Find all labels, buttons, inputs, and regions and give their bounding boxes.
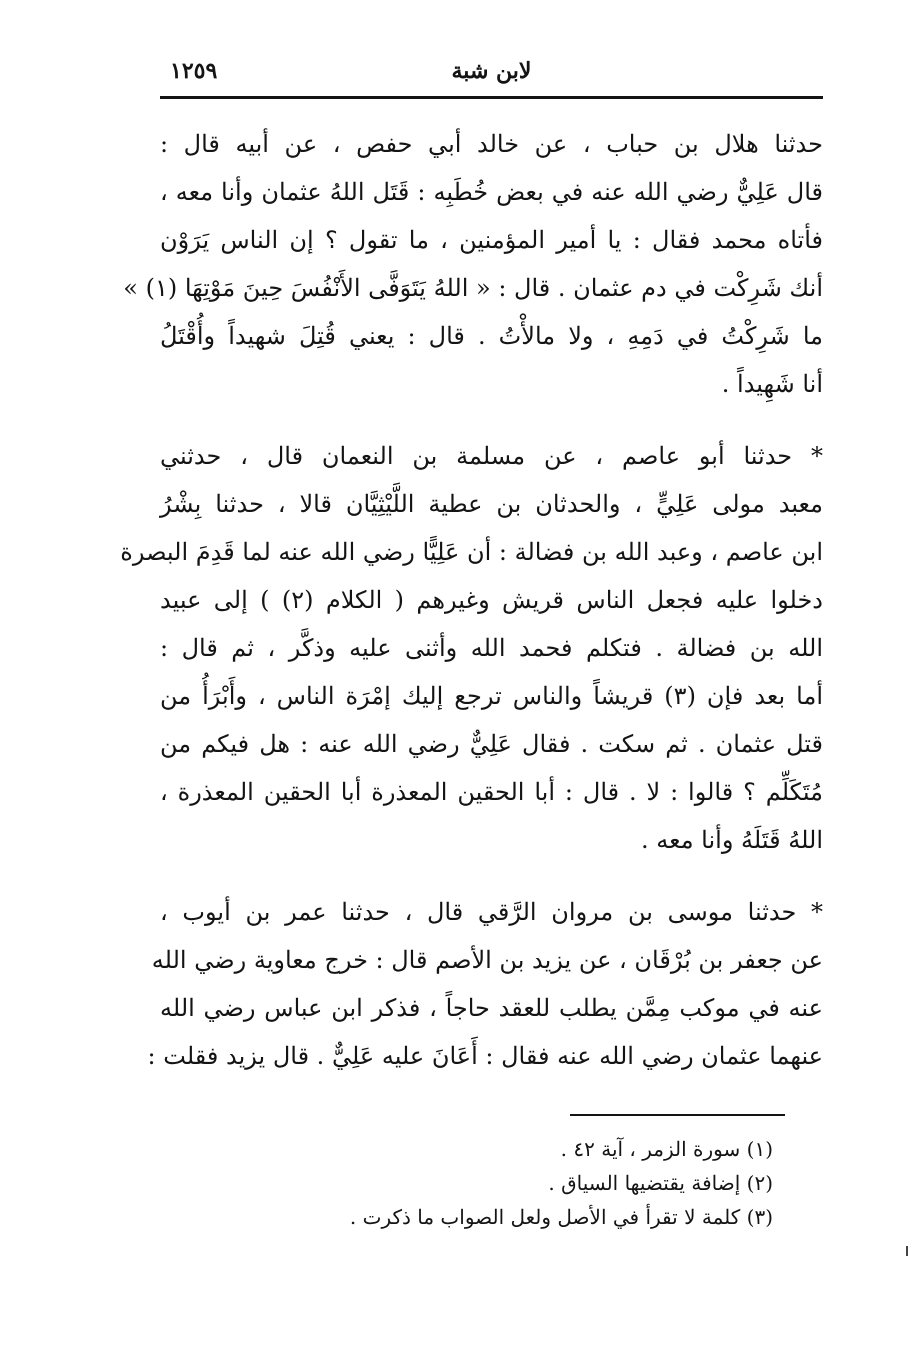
footnote: (٣) كلمة لا تقرأ في الأصل ولعل الصواب ما ذكرت . <box>349 1205 773 1229</box>
text-line: أما بعد فإن (٣) قريشاً والناس ترجع إليك إمْرَة الناس ، وأَبْرَأُ من <box>160 682 823 710</box>
page-number: ١٢٥٩ <box>170 58 218 84</box>
main-text <box>120 124 824 1084</box>
paragraph-3 <box>147 892 823 1084</box>
text-line: اللهُ قَتَلَهُ وأنا معه . <box>640 826 823 854</box>
text-line: معبد مولى عَلِيٍّ ، والحدثان بن عطية اللَّيْثِيَّان قالا ، حدثنا بِشْرُ <box>160 490 823 518</box>
paragraph-2 <box>120 436 823 868</box>
text-line: أنك شَرِكْت في دم عثمان . قال : « اللهُ يَتَوَفَّى الأَنْفُسَ حِينَ مَوْتِهَا (١) » <box>123 274 823 302</box>
footnote: (٢) إضافة يقتضيها السياق . <box>548 1171 773 1195</box>
text-line: فأتاه محمد فقال : يا أمير المؤمنين ، ما تقول ؟ إن الناس يَرَوْن <box>160 226 823 254</box>
text-line: * حدثنا أبو عاصم ، عن مسلمة بن النعمان قال ، حدثني <box>160 442 823 470</box>
footnotes <box>160 1132 823 1234</box>
footnote: (١) سورة الزمر ، آية ٤٢ . <box>560 1137 773 1161</box>
text-line: عنه في موكب مِمَّن يطلب للعقد حاجاً ، فذكر ابن عباس رضي الله <box>160 994 823 1022</box>
text-line: * حدثنا موسى بن مروان الرَّقي قال ، حدثنا عمر بن أيوب ، <box>160 898 823 926</box>
footnote-rule <box>570 1114 785 1116</box>
text-line: ما شَرِكْتُ في دَمِهِ ، ولا مالأْتُ . قال : يعني قُتِلَ شهيداً وأُقْتَلُ <box>160 322 823 350</box>
text-line: الله بن فضالة . فتكلم فحمد الله وأثنى عليه وذكَّر ، ثم قال : <box>160 634 823 662</box>
text-line: قتل عثمان . ثم سكت . فقال عَلِيٌّ رضي الله عنه : هل فيكم من <box>160 730 823 758</box>
paragraph-1 <box>123 124 824 412</box>
text-line: عنهما عثمان رضي الله عنه فقال : أَعَانَ عليه عَلِيٌّ . قال يزيد فقلت : <box>147 1042 823 1070</box>
text-line: مُتَكَلِّم ؟ قالوا : لا . قال : أبا الحقين المعذرة أبا الحقين المعذرة ، <box>160 778 823 806</box>
text-line: أنا شَهِيداً . <box>721 370 823 398</box>
header-rule <box>160 96 823 99</box>
text-line: عن جعفر بن بُرْقَان ، عن يزيد بن الأصم قال : خرج معاوية رضي الله <box>151 946 823 974</box>
text-line: دخلوا عليه فجعل الناس قريش وغيرهم ( الكلام (٢) ) إلى عبيد <box>160 586 823 614</box>
page-header <box>160 52 823 96</box>
scan-edge-mark <box>906 1246 908 1256</box>
text-line: ابن عاصم ، وعبد الله بن فضالة : أن عَلِيًّا رضي الله عنه لما قَدِمَ البصرة <box>120 538 823 566</box>
text-line: حدثنا هلال بن حباب ، عن خالد أبي حفص ، عن أبيه قال : <box>160 130 823 158</box>
text-line: قال عَلِيٌّ رضي الله عنه في بعض خُطَبِه : قَتَل اللهُ عثمان وأنا معه ، <box>160 178 824 206</box>
running-title: لابن شبة <box>451 58 532 84</box>
